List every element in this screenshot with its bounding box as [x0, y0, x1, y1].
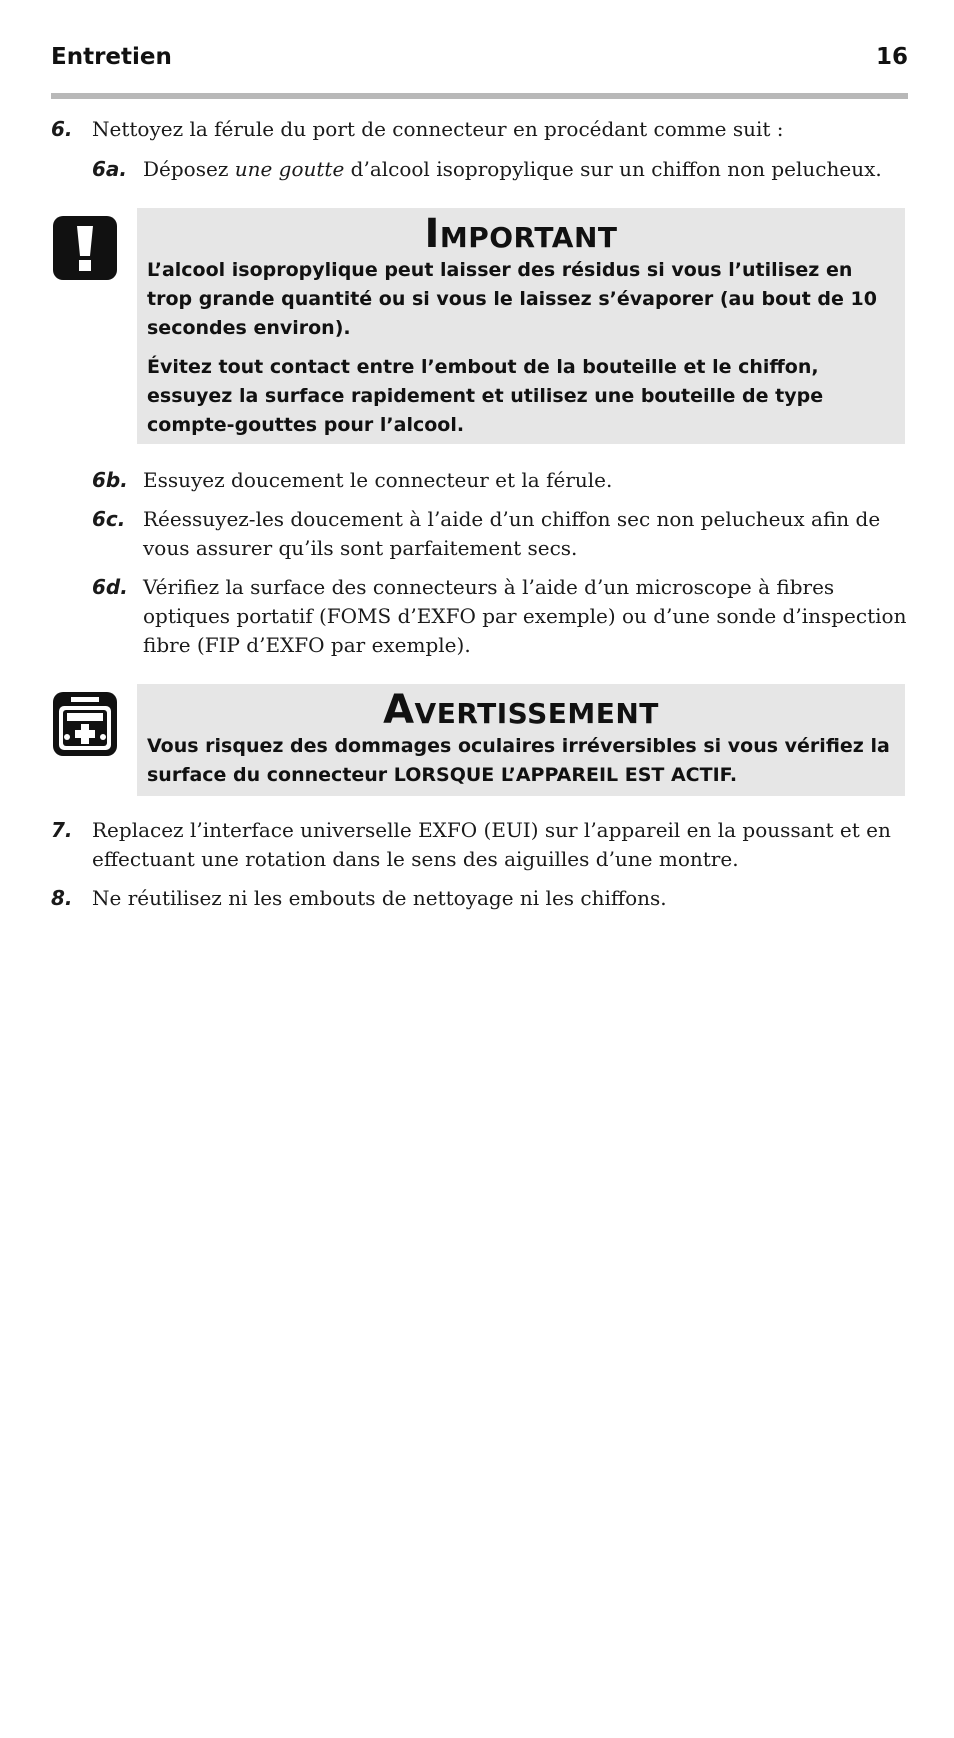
callout-paragraph: L’alcool isopropylique peut laisser des résidus si vous l’utilisez en trop grande quantité ou si vous le laissez s’évaporer (au bout de 10 secondes environ).: [147, 259, 877, 339]
substep-number: 6d.: [92, 575, 128, 599]
step-number: 8.: [51, 886, 73, 910]
text-part: Déposez: [143, 157, 235, 181]
callout-title: Avertissement: [383, 687, 659, 733]
step-number: 7.: [51, 818, 73, 842]
ambulance-icon: [53, 692, 117, 756]
page-number: 16: [875, 44, 908, 70]
important-callout: [137, 208, 905, 444]
page-header: [51, 44, 908, 70]
callout-body: [147, 732, 895, 790]
step-text: Replacez l’interface universelle EXFO (EUI) sur l’appareil en la poussant et en effectuant une rotation dans le sens des aiguilles d’une montre.: [92, 818, 891, 871]
substep-text: Essuyez doucement le connecteur et la férule.: [143, 468, 613, 492]
substep-text: Réessuyez-les doucement à l’aide d’un chiffon sec non pelucheux afin de vous assurer qu’ils sont parfaitement secs.: [143, 507, 881, 560]
warning-callout: [137, 684, 905, 796]
substep-number: 6a.: [92, 157, 128, 181]
substep-number: 6c.: [92, 507, 126, 531]
text-part: d’alcool isopropylique sur un chiffon non pelucheux.: [344, 157, 882, 181]
emphasis-text: une goutte: [234, 157, 345, 181]
substep-text: [143, 155, 908, 184]
header-divider: [51, 93, 908, 99]
exclamation-icon: [53, 216, 117, 280]
section-title: Entretien: [51, 44, 172, 70]
substep-text: Vérifiez la surface des connecteurs à l’aide d’un microscope à fibres optiques portatif (FOMS d’EXFO par exemple) ou d’une sonde d’inspection fibre (FIP d’EXFO par exemple).: [143, 575, 907, 657]
callout-paragraph: Vous risquez des dommages oculaires irréversibles si vous vérifiez la surface du connecteur LORSQUE L’APPAREIL EST ACTIF.: [147, 735, 890, 786]
step-text: Nettoyez la férule du port de connecteur en procédant comme suit :: [92, 117, 784, 141]
substep-number: 6b.: [92, 468, 128, 492]
callout-body: [147, 256, 895, 440]
step-number: 6.: [51, 117, 73, 141]
callout-paragraph: Évitez tout contact entre l’embout de la bouteille et le chiffon, essuyez la surface rapidement et utilisez une bouteille de type compte-gouttes pour l’alcool.: [147, 356, 824, 436]
callout-title: Important: [424, 211, 618, 257]
step-text: Ne réutilisez ni les embouts de nettoyage ni les chiffons.: [92, 886, 667, 910]
